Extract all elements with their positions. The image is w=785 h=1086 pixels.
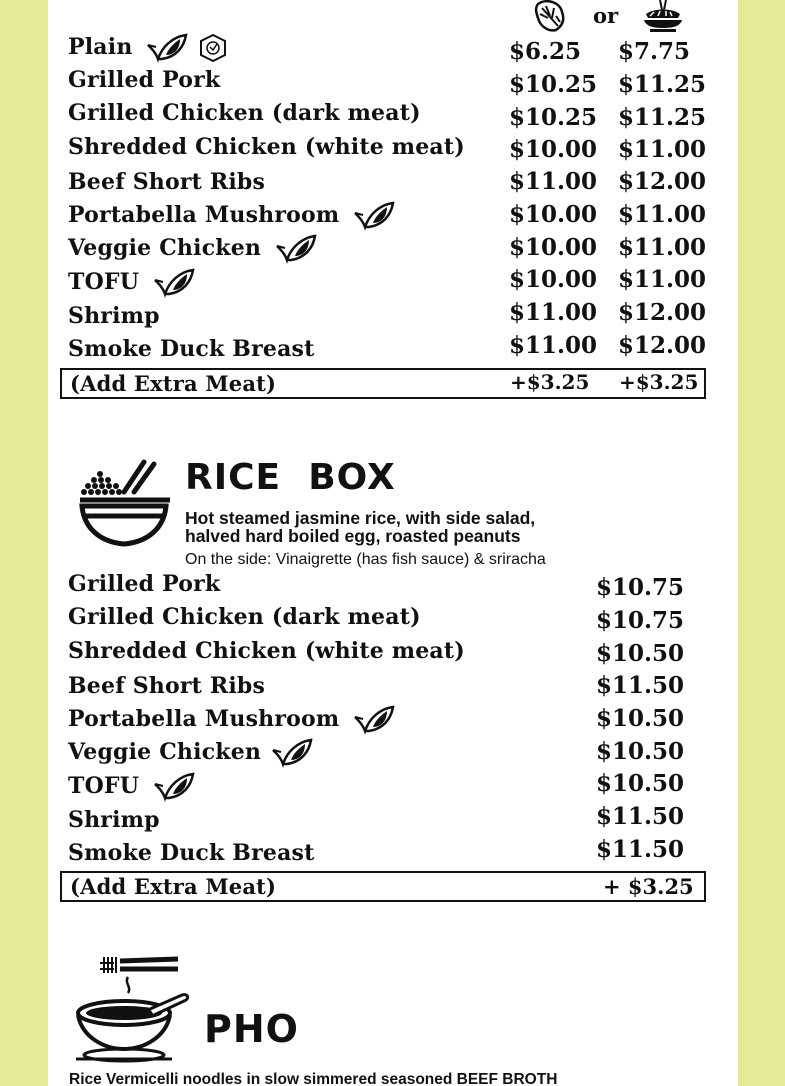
banh-mi-row-tofu xyxy=(68,266,718,298)
item-name: Portabella Mushroom xyxy=(68,706,340,732)
price-bowl: $11.25 xyxy=(618,104,707,131)
extra-meat-label: (Add Extra Meat) xyxy=(70,874,277,899)
item-name: Plain xyxy=(68,34,133,60)
pho-bowl-icon xyxy=(68,953,192,1067)
rice-box-description-2: halved hard boiled egg, roasted peanuts xyxy=(185,526,521,546)
price-bowl: $11.00 xyxy=(618,234,707,261)
item-name: Shrimp xyxy=(68,303,160,329)
pho-description: Rice Vermicelli noodles in slow simmered seasoned BEEF BROTH xyxy=(69,1071,558,1086)
vegetarian-leaf-icon xyxy=(275,234,317,264)
price-sandwich: $10.00 xyxy=(509,201,598,228)
rice-row-shrimp xyxy=(68,804,718,836)
price-sandwich: $11.00 xyxy=(509,332,598,359)
vegetarian-leaf-icon xyxy=(153,772,195,802)
rice-bowl-icon xyxy=(78,458,170,548)
extra-price-sandwich: +$3.25 xyxy=(510,370,590,394)
rice-row-shredded-chicken xyxy=(68,635,718,667)
price-bowl: $12.00 xyxy=(618,168,707,195)
rice-box-side-note: On the side: Vinaigrette (has fish sauce) & sriracha xyxy=(185,551,546,568)
price-sandwich: $10.00 xyxy=(509,266,598,293)
rice-row-beef-short-ribs xyxy=(68,670,718,702)
price-sandwich: $10.00 xyxy=(509,136,598,163)
menu-page xyxy=(48,0,738,1086)
vegetarian-leaf-icon xyxy=(353,705,395,735)
rice-row-grilled-pork xyxy=(68,568,718,600)
price-sandwich: $10.00 xyxy=(509,234,598,261)
price: $10.50 xyxy=(596,640,685,667)
price: $10.75 xyxy=(596,607,685,634)
item-name: Grilled Chicken (dark meat) xyxy=(68,604,421,630)
price: $10.50 xyxy=(596,738,685,765)
item-name: Veggie Chicken xyxy=(68,235,262,261)
price-bowl: $11.00 xyxy=(618,266,707,293)
price-bowl: $12.00 xyxy=(618,332,707,359)
item-name: Shredded Chicken (white meat) xyxy=(68,134,465,160)
banh-mi-extra-meat-box xyxy=(60,368,706,399)
price-bowl: $7.75 xyxy=(618,38,691,65)
extra-price: + $3.25 xyxy=(603,874,694,899)
price: $10.50 xyxy=(596,705,685,732)
extra-meat-label: (Add Extra Meat) xyxy=(70,371,277,396)
vegetarian-leaf-icon xyxy=(271,738,313,768)
price-bowl: $11.25 xyxy=(618,71,707,98)
price: $10.75 xyxy=(596,574,685,601)
extra-price-bowl: +$3.25 xyxy=(619,370,699,394)
banh-mi-row-shredded-chicken xyxy=(68,131,718,163)
banh-mi-row-grilled-pork xyxy=(68,64,718,96)
item-name: Beef Short Ribs xyxy=(68,169,266,195)
banh-mi-row-beef-short-ribs xyxy=(68,166,718,198)
noodle-bowl-icon xyxy=(640,0,686,32)
rice-row-veggie-chicken xyxy=(68,736,718,768)
salad-icon xyxy=(532,0,568,32)
price: $11.50 xyxy=(596,672,685,699)
rice-row-grilled-chicken xyxy=(68,601,718,633)
price-bowl: $11.00 xyxy=(618,136,707,163)
item-name: Grilled Pork xyxy=(68,67,221,93)
pho-title: PHO xyxy=(204,1007,299,1051)
item-name: Beef Short Ribs xyxy=(68,673,266,699)
price-sandwich: $6.25 xyxy=(509,38,582,65)
vegan-badge-icon xyxy=(198,33,228,63)
rice-box-description-1: Hot steamed jasmine rice, with side salad, xyxy=(185,508,536,528)
rice-row-portabella xyxy=(68,703,718,735)
rice-extra-meat-box xyxy=(60,871,706,902)
or-label: or xyxy=(593,3,619,28)
banh-mi-row-veggie-chicken xyxy=(68,232,718,264)
price-sandwich: $11.00 xyxy=(509,299,598,326)
item-name: Shredded Chicken (white meat) xyxy=(68,638,465,664)
banh-mi-row-plain xyxy=(68,31,718,63)
vegetarian-leaf-icon xyxy=(153,268,195,298)
rice-row-tofu xyxy=(68,770,718,802)
rice-row-smoke-duck xyxy=(68,837,718,869)
price-bowl: $11.00 xyxy=(618,201,707,228)
banh-mi-row-smoke-duck xyxy=(68,333,718,365)
vegetarian-leaf-icon xyxy=(146,33,188,63)
price-sandwich: $10.25 xyxy=(509,104,598,131)
rice-box-title: RICE BOX xyxy=(185,457,396,498)
item-name: Grilled Chicken (dark meat) xyxy=(68,100,421,126)
item-name: TOFU xyxy=(68,773,140,799)
price-bowl: $12.00 xyxy=(618,299,707,326)
price: $11.50 xyxy=(596,803,685,830)
price: $11.50 xyxy=(596,836,685,863)
price: $10.50 xyxy=(596,770,685,797)
banh-mi-row-shrimp xyxy=(68,300,718,332)
item-name: Smoke Duck Breast xyxy=(68,840,315,866)
item-name: Grilled Pork xyxy=(68,571,221,597)
price-sandwich: $10.25 xyxy=(509,71,598,98)
item-name: Veggie Chicken xyxy=(68,739,262,765)
item-name: Shrimp xyxy=(68,807,160,833)
banh-mi-row-portabella xyxy=(68,199,718,231)
item-name: Smoke Duck Breast xyxy=(68,336,315,362)
item-name: TOFU xyxy=(68,269,140,295)
vegetarian-leaf-icon xyxy=(353,201,395,231)
banh-mi-row-grilled-chicken xyxy=(68,97,718,129)
price-sandwich: $11.00 xyxy=(509,168,598,195)
item-name: Portabella Mushroom xyxy=(68,202,340,228)
